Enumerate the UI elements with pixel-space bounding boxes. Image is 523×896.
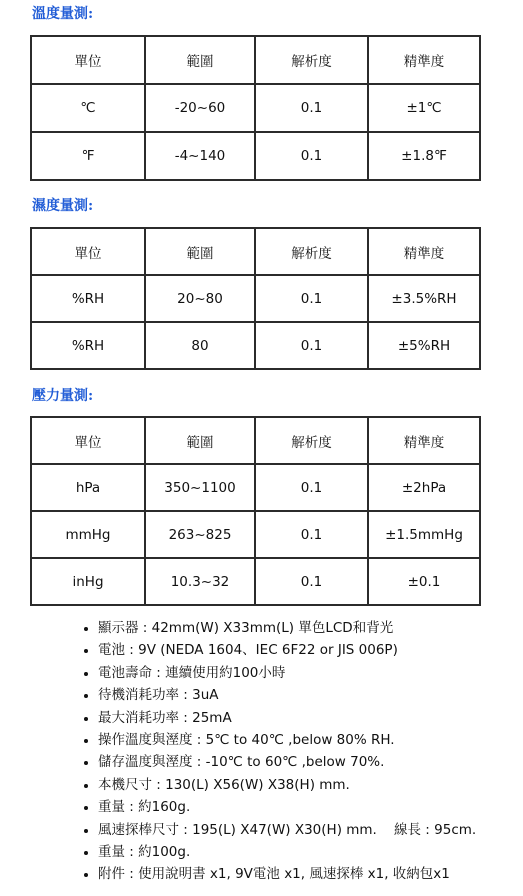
list-item: • 操作溫度與溼度 : 5℃ to 40℃ ,below 80% RH. <box>98 729 523 751</box>
header-unit: 單位 <box>31 36 145 84</box>
header-range: 範圍 <box>145 417 255 464</box>
spec-list <box>0 617 523 886</box>
cell-accuracy: ±1.8℉ <box>368 132 480 180</box>
list-item: • 重量 : 約160g. <box>98 796 523 818</box>
section-title-temperature: 溫度量測: <box>32 6 94 22</box>
cell-range: -20~60 <box>145 84 255 132</box>
header-resolution: 解析度 <box>255 228 368 275</box>
section-title-humidity: 濕度量測: <box>32 198 94 214</box>
table-row <box>31 84 480 132</box>
pressure-spec-table <box>30 416 481 606</box>
cell-unit: ℉ <box>31 132 145 180</box>
cell-resolution: 0.1 <box>255 511 368 558</box>
cell-resolution: 0.1 <box>255 275 368 322</box>
table-header-row <box>31 36 480 84</box>
cell-range: -4~140 <box>145 132 255 180</box>
header-accuracy: 精準度 <box>368 36 480 84</box>
list-item: • 儲存溫度與溼度 : -10℃ to 60℃ ,below 70%. <box>98 751 523 773</box>
header-unit: 單位 <box>31 228 145 275</box>
cell-range: 350~1100 <box>145 464 255 511</box>
table-row <box>31 464 480 511</box>
cell-resolution: 0.1 <box>255 558 368 605</box>
cell-range: 80 <box>145 322 255 369</box>
cell-unit: %RH <box>31 275 145 322</box>
cell-accuracy: ±5%RH <box>368 322 480 369</box>
cell-unit: mmHg <box>31 511 145 558</box>
table-row <box>31 511 480 558</box>
table-header-row <box>31 417 480 464</box>
list-item: • 待機消耗功率 : 3uA <box>98 684 523 706</box>
cell-range: 20~80 <box>145 275 255 322</box>
cell-resolution: 0.1 <box>255 464 368 511</box>
header-accuracy: 精準度 <box>368 417 480 464</box>
list-item: • 重量 : 約100g. <box>98 841 523 863</box>
cell-unit: inHg <box>31 558 145 605</box>
table-header-row <box>31 228 480 275</box>
cell-accuracy: ±1℃ <box>368 84 480 132</box>
list-item: • 最大消耗功率 : 25mA <box>98 707 523 729</box>
table-row <box>31 132 480 180</box>
header-resolution: 解析度 <box>255 417 368 464</box>
header-resolution: 解析度 <box>255 36 368 84</box>
list-item: • 電池 : 9V (NEDA 1604、IEC 6F22 or JIS 006P) <box>98 639 523 661</box>
humidity-spec-table <box>30 227 481 370</box>
list-item: • 顯示器 : 42mm(W) X33mm(L) 單色LCD和背光 <box>98 617 523 639</box>
cell-resolution: 0.1 <box>255 132 368 180</box>
list-item: • 附件 : 使用說明書 x1, 9V電池 x1, 風速探棒 x1, 收納包x1 <box>98 863 523 885</box>
cell-resolution: 0.1 <box>255 84 368 132</box>
list-item: • 本機尺寸 : 130(L) X56(W) X38(H) mm. <box>98 774 523 796</box>
cell-unit: hPa <box>31 464 145 511</box>
header-accuracy: 精準度 <box>368 228 480 275</box>
header-range: 範圍 <box>145 36 255 84</box>
temperature-spec-table <box>30 35 481 181</box>
table-row <box>31 322 480 369</box>
cell-accuracy: ±2hPa <box>368 464 480 511</box>
list-item: • 風速探棒尺寸 : 195(L) X47(W) X30(H) mm. 線長 : 95cm. <box>98 819 523 841</box>
table-row <box>31 275 480 322</box>
cell-accuracy: ±1.5mmHg <box>368 511 480 558</box>
list-item: • 電池壽命 : 連續使用約100小時 <box>98 662 523 684</box>
cell-accuracy: ±0.1 <box>368 558 480 605</box>
header-unit: 單位 <box>31 417 145 464</box>
table-row <box>31 558 480 605</box>
cell-unit: ℃ <box>31 84 145 132</box>
cell-range: 10.3~32 <box>145 558 255 605</box>
section-title-pressure: 壓力量測: <box>32 388 94 404</box>
cell-unit: %RH <box>31 322 145 369</box>
header-range: 範圍 <box>145 228 255 275</box>
cell-range: 263~825 <box>145 511 255 558</box>
cell-resolution: 0.1 <box>255 322 368 369</box>
cell-accuracy: ±3.5%RH <box>368 275 480 322</box>
